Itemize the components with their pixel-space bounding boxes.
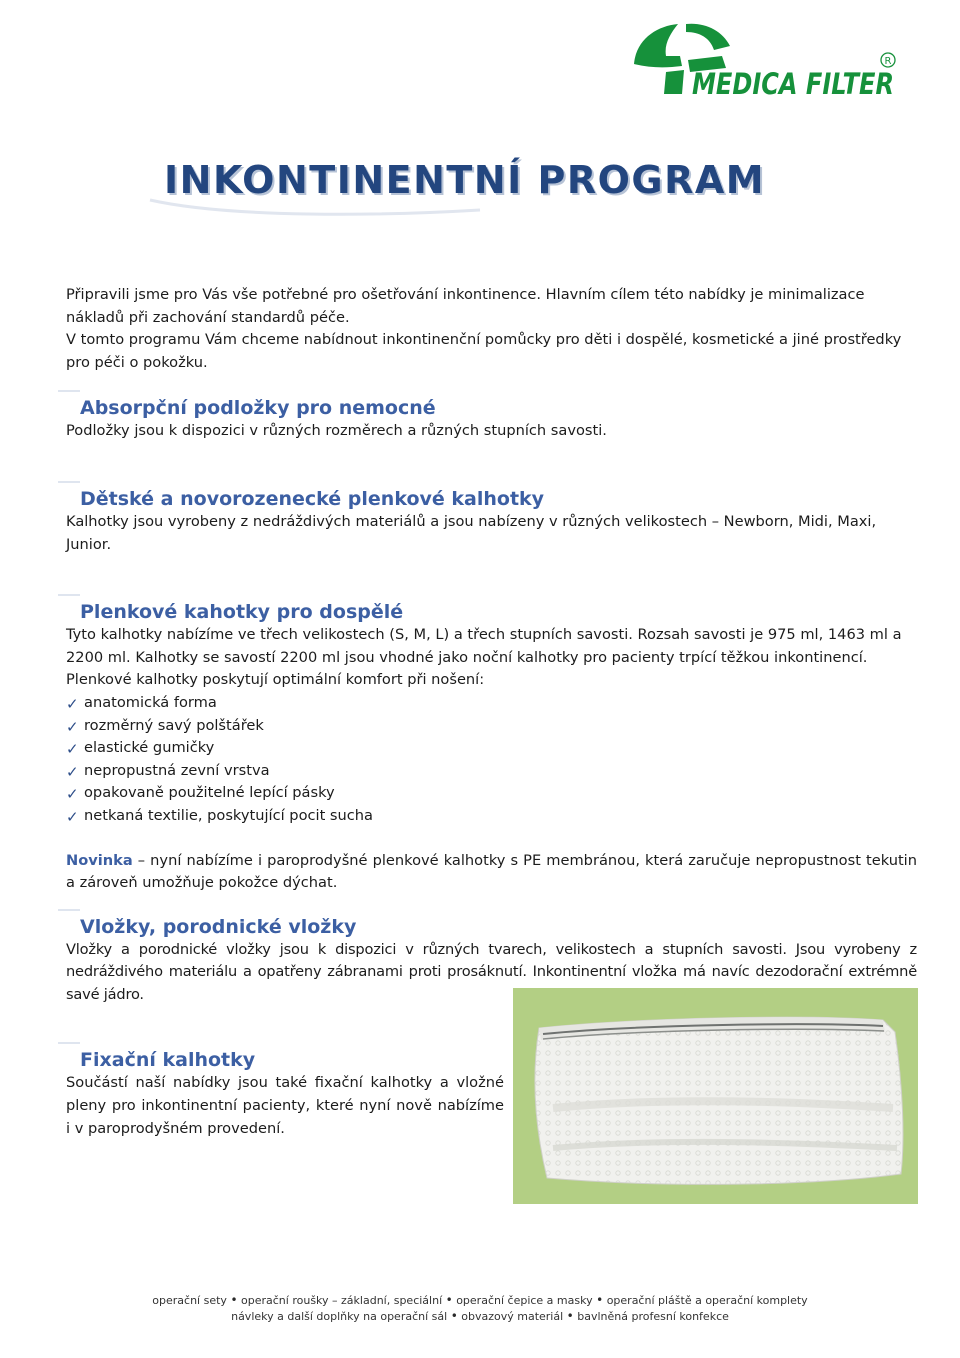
section-text-vlozky: Vložky a porodnické vložky jsou k dispozici v různých tvarech, velikostech a stupních savosti. Jsou vyrobeny z nedráždivého materiálu a opatřeny zábranami proti prosáknutí. Inkontinentní vložka má navíc dezodorační extrémně savé jádro. xyxy=(66,940,917,1003)
bullet-icon: • xyxy=(445,1293,453,1307)
section-heading-vlozky: Vložky, porodnické vložky xyxy=(66,915,917,939)
title-underline-decoration xyxy=(150,196,480,220)
brand-name: MEDICA FILTER xyxy=(692,67,894,101)
bullet-icon: • xyxy=(230,1293,238,1307)
list-item: ✓ netkaná textilie, poskytující pocit sucha xyxy=(66,805,917,828)
footer-line-2: návleky a další doplňky na operační sál • obvazový materiál • bavlněná profesní konfekce xyxy=(231,1309,729,1323)
bullet-icon: • xyxy=(566,1309,574,1323)
list-item: ✓ anatomická forma xyxy=(66,692,917,715)
intro-paragraph-1: Připravili jsme pro Vás vše potřebné pro ošetřování inkontinence. Hlavním cílem této nabídky je minimalizace nákladů při zachování standardů péče. xyxy=(66,286,865,326)
section-text-dospele: Tyto kalhotky nabízíme ve třech velikostech (S, M, L) a třech stupních savosti. Rozsah savosti je 975 ml, 1463 ml a 2200 ml. Kalhotky se savostí 2200 ml jsou vhodné jako noční kalhotky pro pacienty trpící těžkou inkontinencí. xyxy=(66,626,902,666)
page-title: INKONTINENTNÍ PROGRAM xyxy=(164,158,766,202)
bullet-icon: • xyxy=(450,1309,458,1323)
section-heading-detske: Dětské a novorozenecké plenkové kalhotky xyxy=(66,487,917,511)
checkmark-icon: ✓ xyxy=(66,694,79,713)
registered-mark: R xyxy=(884,56,892,67)
checkmark-icon: ✓ xyxy=(66,807,79,826)
footer-line-1: operační sety • operační roušky – základní, speciální • operační čepice a masky • operační pláště a operační komplety xyxy=(152,1293,808,1307)
section-text-absorpcni: Podložky jsou k dispozici v různých rozměrech a různých stupních savosti. xyxy=(66,422,607,440)
novinka-text: – nyní nabízíme i paroprodyšné plenkové kalhotky s PE membránou, která zaručuje nepropustnost tekutin a zároveň umožňuje pokožce dýchat. xyxy=(66,851,917,892)
section-text-fixacni: Součástí naší nabídky jsou také fixační kalhotky a vložné pleny pro inkontinentní pacienty, které nyní nově nabízíme i v paroprodyšném provedení. xyxy=(66,1074,504,1137)
list-item: ✓ nepropustná zevní vrstva xyxy=(66,760,917,783)
section-text-detske: Kalhotky jsou vyrobeny z nedráždivých materiálů a jsou nabízeny v různých velikostech – Newborn, Midi, Maxi, Junior. xyxy=(66,512,877,553)
features-list xyxy=(66,692,917,828)
bullet-icon: • xyxy=(596,1293,604,1307)
medica-filter-logo xyxy=(626,20,906,100)
novinka-label: Novinka xyxy=(66,851,133,869)
checkmark-icon: ✓ xyxy=(66,762,79,781)
intro-paragraph-2: V tomto programu Vám chceme nabídnout inkontinenční pomůcky pro děti i dospělé, kosmetické a jiné prostředky pro péči o pokožku. xyxy=(66,331,902,371)
checkmark-icon: ✓ xyxy=(66,740,79,759)
list-item: ✓ opakovaně použitelné lepící pásky xyxy=(66,782,917,805)
checkmark-icon: ✓ xyxy=(66,717,79,736)
list-item: ✓ elastické gumičky xyxy=(66,737,917,760)
checkmark-icon: ✓ xyxy=(66,785,79,804)
section-heading-dospele: Plenkové kahotky pro dospělé xyxy=(66,600,917,624)
list-item: ✓ rozměrný savý polštářek xyxy=(66,715,917,738)
section-heading-fixacni: Fixační kalhotky xyxy=(66,1048,917,1072)
novinka-paragraph xyxy=(66,850,917,895)
section-heading-absorpcni: Absorpční podložky pro nemocné xyxy=(66,396,917,420)
features-intro: Plenkové kalhotky poskytují optimální komfort při nošení: xyxy=(66,671,485,689)
fixation-pants-photo xyxy=(513,988,918,1204)
